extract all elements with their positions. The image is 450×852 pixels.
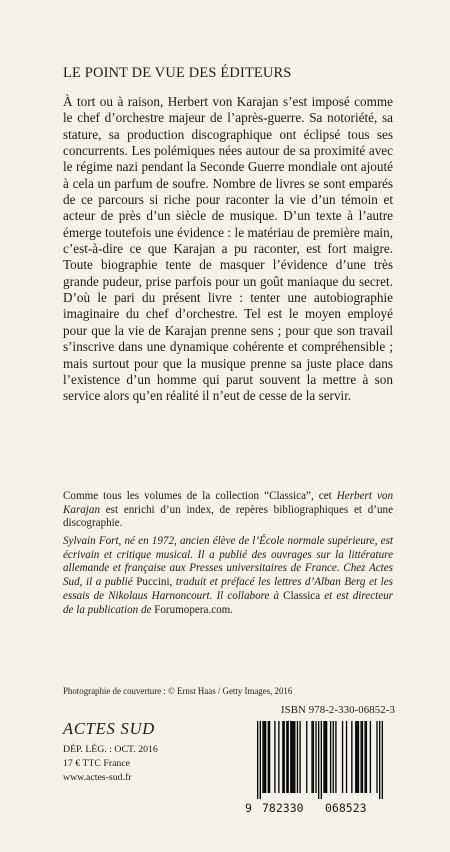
collection-note-prefix: Comme tous les volumes de la collection “Classica”, cet xyxy=(63,490,337,502)
publication-info xyxy=(63,743,158,785)
barcode-bar xyxy=(291,721,292,793)
bio-part-3: et est directeur de la publication de xyxy=(63,589,393,616)
barcode-bar xyxy=(382,721,383,799)
barcode-bar xyxy=(294,721,295,793)
barcode-right-digits: 068523 xyxy=(325,801,367,815)
price: 17 € TTC France xyxy=(63,758,131,769)
barcode-bar xyxy=(293,721,294,793)
bio-book-title: Puccini xyxy=(136,576,170,589)
barcode-bar xyxy=(356,721,357,793)
barcode-bar xyxy=(321,721,322,799)
barcode-bar xyxy=(288,721,289,793)
barcode-bar xyxy=(313,721,314,793)
publisher-logo: ACTES SUD xyxy=(63,719,155,738)
barcode-bar xyxy=(335,721,336,793)
barcode-first-digit: 9 xyxy=(245,801,252,815)
barcode-bar xyxy=(274,721,275,793)
barcode-bar xyxy=(326,721,327,793)
barcode-bar xyxy=(278,721,279,793)
barcode-bar xyxy=(358,721,359,793)
bio-website: Forumopera.com xyxy=(154,603,231,616)
barcode-bar xyxy=(360,721,361,793)
barcode-bar xyxy=(379,721,380,799)
barcode-bar xyxy=(264,721,265,793)
barcode-bar xyxy=(318,721,319,799)
barcode-bar xyxy=(370,721,371,793)
collection-note-suffix: est enrichi d’un index, de repères bibliographiques et d’une discographie. xyxy=(63,503,393,530)
barcode-block xyxy=(245,721,395,816)
bio-part-4: . xyxy=(230,603,234,616)
barcode-bar xyxy=(265,721,266,793)
barcode-bar xyxy=(297,721,298,793)
photo-credit: Photographie de couverture : © Ernst Haas / Getty Images, 2016 xyxy=(63,686,293,696)
barcode-bar xyxy=(355,721,356,793)
publisher-statement xyxy=(63,94,393,405)
section-heading: LE POINT DE VUE DES ÉDITEURS xyxy=(63,65,292,81)
barcode-bar xyxy=(306,721,307,793)
barcode-bar xyxy=(323,721,324,793)
barcode-bar xyxy=(315,721,316,793)
barcode-bar xyxy=(346,721,347,793)
book-title: Herbert von Karajan xyxy=(63,490,393,516)
bio-part-2: , traduit et préfacé les lettres d’Alban Berg et les essais de Nikolaus Harnoncourt. Il collabore à xyxy=(63,576,394,602)
statement-paragraph: À tort ou à raison, Herbert von Karajan s’est imposé comme le chef d’orchestre majeur de l’après-guerre. Sa notoriété, sa stature, sa production discographique ont éclipsé tous ses concurrents. Les polémiques nées autour de sa proximité avec le régime nazi pendant la Seconde Guerre mondiale ont ajouté à cela un parfum de soufre. Nombre de livres se sont emparés de ce parcours si riche pour raconter la vie d’un témoin et acteur de près d’un siècle de musique. D’un texte à l’autre émerge toutefois une évidence : le matériau de première main, c’est-à-dire ce que Karajan a pu raconter, est fort maigre. Toute biographie tente de masquer l’évidence d’une très grande pudeur, prise parfois pour un goût maniaque du secret. D’où le pari du présent livre : tenter une autobiographie imaginaire du chef d’orchestre. Tel est le moyen employé pour que la vie de Karajan prenne sens ; pour que son travail s’inscrive dans une dynamique cohérente et compréhensible ; mais surtout pour que la musique prenne sa juste place dans l’existence d’un homme qui parut souvent la mettre à son service alors qu’en réalité il n’eut de cesse de la servir. xyxy=(63,94,393,404)
barcode-bar xyxy=(299,721,300,793)
ean-barcode xyxy=(245,721,395,799)
barcode-bar xyxy=(262,721,263,793)
barcode-bar xyxy=(257,721,258,799)
barcode-bar xyxy=(286,721,287,793)
collection-note xyxy=(63,490,393,531)
barcode-bar xyxy=(333,721,334,793)
barcode-bar xyxy=(366,721,367,793)
barcode-bar xyxy=(311,721,312,793)
publisher-website: www.actes-sud.fr xyxy=(63,772,132,783)
barcode-bar xyxy=(268,721,269,793)
barcode-bar xyxy=(269,721,270,793)
barcode-bar xyxy=(325,721,326,793)
barcode-bar xyxy=(364,721,365,793)
bio-part-1: Sylvain Fort, né en 1972, ancien élève de l’École normale supérieure, est écrivain et critique musical. Il a publié des ouvrages sur la littérature allemande et française aux Presses universitaires de France. Chez Actes Sud, il a publié xyxy=(63,535,393,589)
barcode-bar xyxy=(376,721,377,793)
barcode-bar xyxy=(330,721,331,793)
isbn: ISBN 978-2-330-06852-3 xyxy=(280,704,395,716)
barcode-bar xyxy=(260,721,261,799)
barcode-bar xyxy=(290,721,291,793)
barcode-bar xyxy=(351,721,352,793)
barcode-bar xyxy=(284,721,285,793)
barcode-bar xyxy=(362,721,363,793)
barcode-bar xyxy=(282,721,283,793)
bio-magazine: Classica xyxy=(283,589,321,602)
legal-deposit: DÉP. LÉG. : OCT. 2016 xyxy=(63,744,158,755)
barcode-left-digits: 782330 xyxy=(262,801,304,815)
barcode-digits xyxy=(245,801,395,815)
barcode-bar xyxy=(342,721,343,793)
author-bio xyxy=(63,535,393,617)
